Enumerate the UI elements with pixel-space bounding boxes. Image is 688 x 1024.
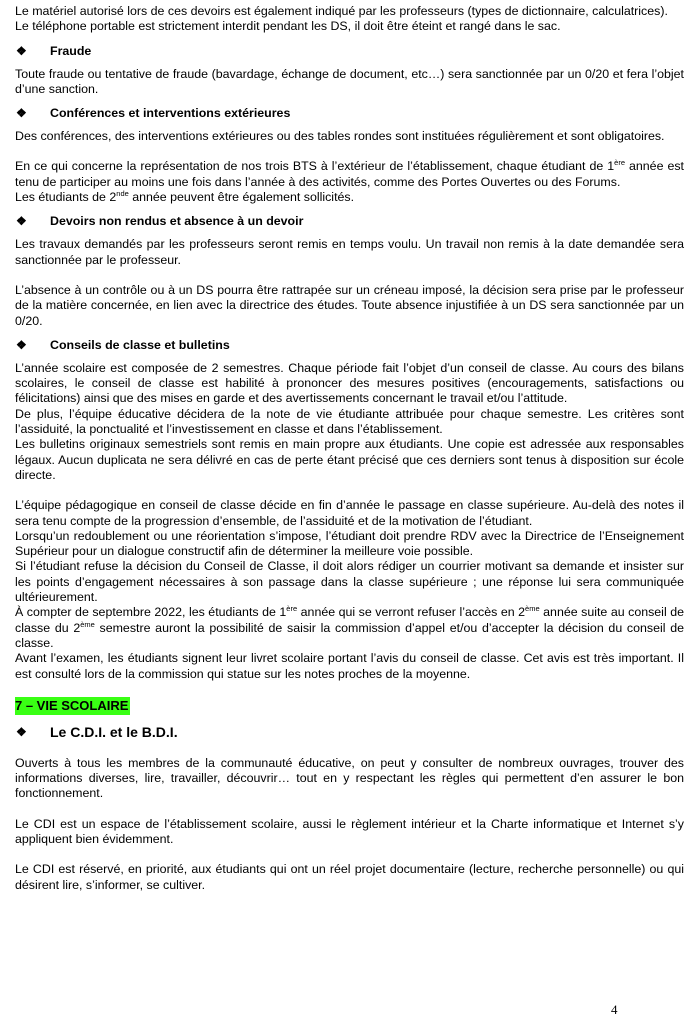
heading-text: Devoirs non rendus et absence à un devoir: [50, 214, 304, 229]
paragraph: L’année scolaire est composée de 2 semestres. Chaque période fait l’objet d’un conseil de classe. Au cours des bilans scolaires, le conseil de classe est habilité à prononcer des mesures positives (encouragements, satisfactions ou félicitations) ainsi que des mises en garde et des avertissements concernant le travail et/ou l’attitude.: [15, 360, 684, 406]
diamond-bullet-icon: ❖: [16, 337, 27, 352]
paragraph: Les bulletins originaux semestriels sont remis en main propre aux étudiants. Une copie est adressée aux responsables légaux. Aucun duplicata ne sera délivré en cas de perte étant précisé que ces derniers sont tenus à disposition sur école directe.: [15, 437, 684, 482]
heading-text: Fraude: [50, 43, 92, 58]
paragraph: Si l’étudiant refuse la décision du Conseil de Classe, il doit alors rédiger un courrier motivant sa demande et insister sur les points d’engagement nécessaires à son passage dans la classe supérieure ; une réponse lui sera communiquée ultérieurement.: [15, 559, 684, 605]
paragraph: Le téléphone portable est strictement interdit pendant les DS, il doit être éteint et rangé dans le sac.: [15, 19, 561, 34]
diamond-bullet-icon: ❖: [16, 106, 27, 121]
heading-fraude: [15, 43, 684, 59]
heading-conferences: [15, 105, 684, 121]
paragraph: L’équipe pédagogique en conseil de classe décide en fin d’année le passage en classe supérieure. Au-delà des notes il sera tenu compte de la progression d’ensemble, de l’assiduité et de la motivation de l’étudiant.: [15, 498, 684, 528]
paragraph: Lorsqu’un redoublement ou une réorientation s’impose, l’étudiant doit prendre RDV avec la Directrice de l’Enseignement Supérieur pour un dialogue constructif afin de déterminer la meilleure voie possible.: [15, 528, 684, 559]
diamond-bullet-icon: ❖: [16, 43, 27, 58]
paragraph: Avant l’examen, les étudiants signent leur livret scolaire portant l’avis du conseil de classe. Cet avis est très important. Il est consulté lors de la commission qui statue sur les notes proches de la moyenne.: [15, 651, 684, 681]
heading-cdi: [15, 723, 684, 741]
paragraph: Toute fraude ou tentative de fraude (bavardage, échange de document, etc…) sera sanctionnée par un 0/20 et fera l’objet d’une sanction.: [15, 66, 684, 96]
heading-text: Le C.D.I. et le B.D.I.: [50, 723, 178, 740]
diamond-bullet-icon: ❖: [16, 214, 27, 229]
paragraph: De plus, l’équipe éducative décidera de la note de vie étudiante attribuée pour chaque semestre. Les critères sont l’assiduité, la ponctualité et l’investissement en classe et dans l’établissement.: [15, 406, 684, 437]
paragraph: Les étudiants de 2nde année peuvent être également sollicités.: [15, 188, 355, 205]
paragraph: Des conférences, des interventions extérieures ou des tables rondes sont instituées régulièrement et sont obligatoires.: [15, 129, 665, 144]
paragraph: Le matériel autorisé lors de ces devoirs est également indiqué par les professeurs (types de dictionnaire, calculatrices).: [15, 4, 668, 18]
heading-devoirs: [15, 213, 684, 229]
heading-conseils: [15, 337, 684, 353]
paragraph: À compter de septembre 2022, les étudiants de 1ère année qui se verront refuser l’accès en 2ème année suite au conseil de classe du 2ème semestre auront la possibilité de saisir la commission d’appel et/ou d’accepter la décision du conseil de classe.: [15, 604, 684, 650]
section-heading-vie-scolaire: 7 – VIE SCOLAIRE: [15, 697, 129, 713]
heading-text: Conseils de classe et bulletins: [50, 337, 230, 352]
paragraph: Les travaux demandés par les professeurs seront remis en temps voulu. Un travail non remis à la date demandée sera sanctionnée par le professeur.: [15, 237, 684, 267]
heading-text: Conférences et interventions extérieures: [50, 106, 291, 121]
paragraph: Le CDI est réservé, en priorité, aux étudiants qui ont un réel projet documentaire (lecture, recherche personnelle) ou qui désirent lire, s’informer, se cultiver.: [15, 862, 684, 892]
document-page: [15, 4, 684, 893]
diamond-bullet-icon: ❖: [16, 724, 27, 739]
paragraph: L’absence à un contrôle ou à un DS pourra être rattrapée sur un créneau imposé, la décision sera prise par le professeur de la matière concernée, en lien avec la directrice des études. Toute absence injustifiée à un DS sera sanctionnée par un 0/20.: [15, 282, 684, 328]
paragraph: Le CDI est un espace de l’établissement scolaire, aussi le règlement intérieur et la Charte informatique et Internet s’y appliquent bien évidemment.: [15, 816, 684, 846]
page-number: 4: [611, 1002, 618, 1017]
paragraph: En ce qui concerne la représentation de nos trois BTS à l’extérieur de l’établissement, chaque étudiant de 1ère année est tenu de participer au moins une fois dans l’année à des activités, comme des Portes Ouvertes ou des Forums.: [15, 158, 684, 189]
paragraph: Ouverts à tous les membres de la communauté éducative, on peut y consulter de nombreux ouvrages, trouver des informations diverses, lire, travailler, découvrir… tout en y respectant les règles qui permettent d’en assurer le bon fonctionnement.: [15, 755, 684, 801]
